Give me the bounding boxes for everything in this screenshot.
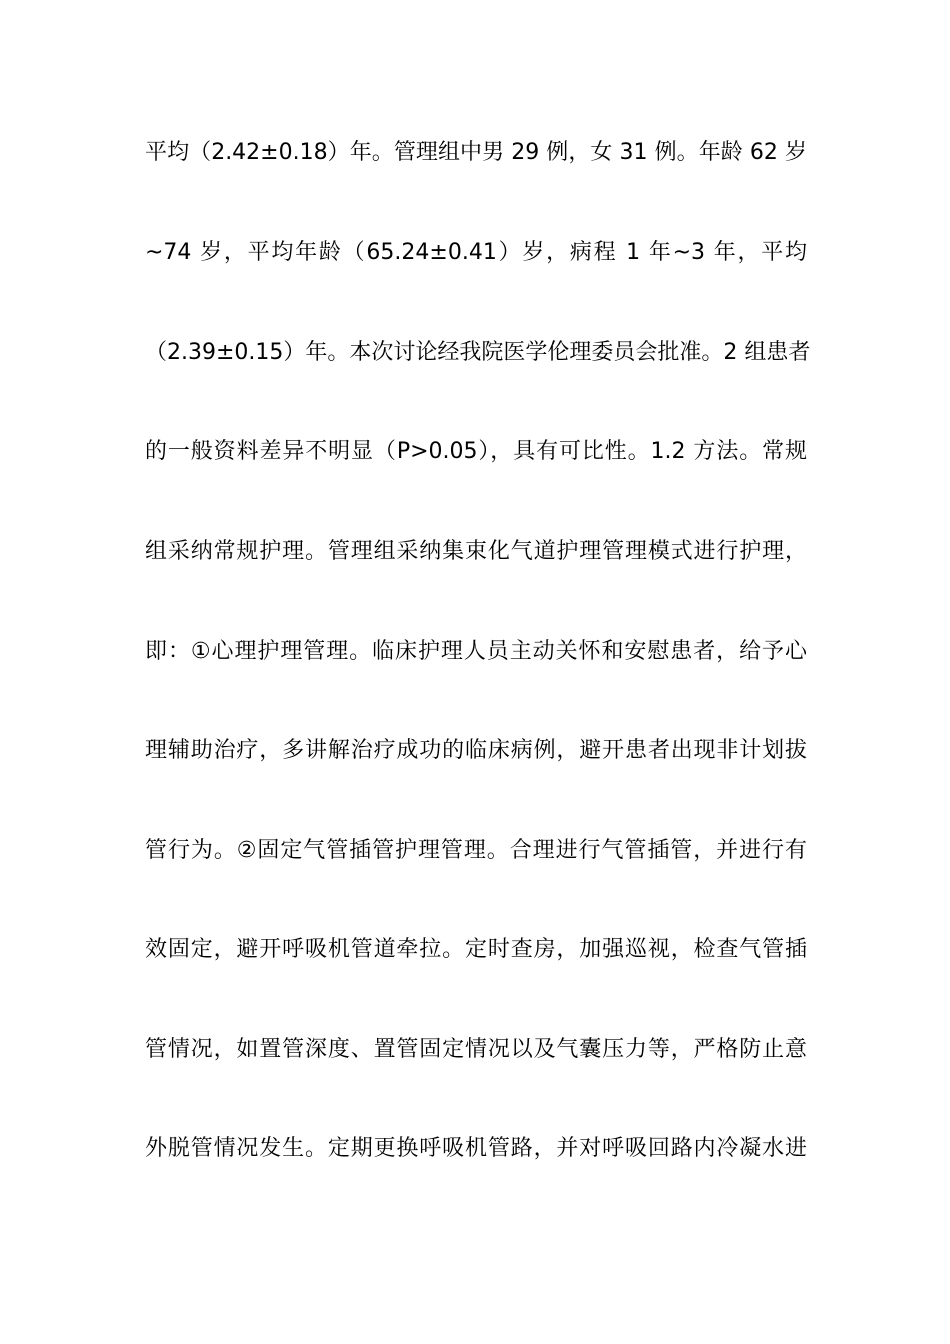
- paragraph-line: 的一般资料差异不明显（P>0.05），具有可比性。1.2 方法。常规: [145, 439, 807, 464]
- paragraph-line: 组采纳常规护理。管理组采纳集束化气道护理管理模式进行护理，: [145, 539, 807, 564]
- paragraph-line: 管行为。②固定气管插管护理管理。合理进行气管插管，并进行有: [145, 838, 807, 863]
- paragraph-line: 管情况，如置管深度、置管固定情况以及气囊压力等，严格防止意: [145, 1037, 807, 1062]
- paragraph-line: 外脱管情况发生。定期更换呼吸机管路，并对呼吸回路内冷凝水进: [145, 1136, 807, 1161]
- paragraph-line: ~74 岁，平均年龄（65.24±0.41）岁，病程 1 年~3 年，平均: [145, 240, 807, 265]
- paragraph-line: （2.39±0.15）年。本次讨论经我院医学伦理委员会批准。2 组患者: [145, 340, 811, 365]
- paragraph-line: 即：①心理护理管理。临床护理人员主动关怀和安慰患者，给予心: [145, 639, 807, 664]
- paragraph-line: 理辅助治疗，多讲解治疗成功的临床病例，避开患者出现非计划拔: [145, 738, 807, 763]
- paragraph-line: 平均（2.42±0.18）年。管理组中男 29 例，女 31 例。年龄 62 岁: [145, 140, 807, 165]
- paragraph-line: 效固定，避开呼吸机管道牵拉。定时查房，加强巡视，检查气管插: [145, 937, 807, 962]
